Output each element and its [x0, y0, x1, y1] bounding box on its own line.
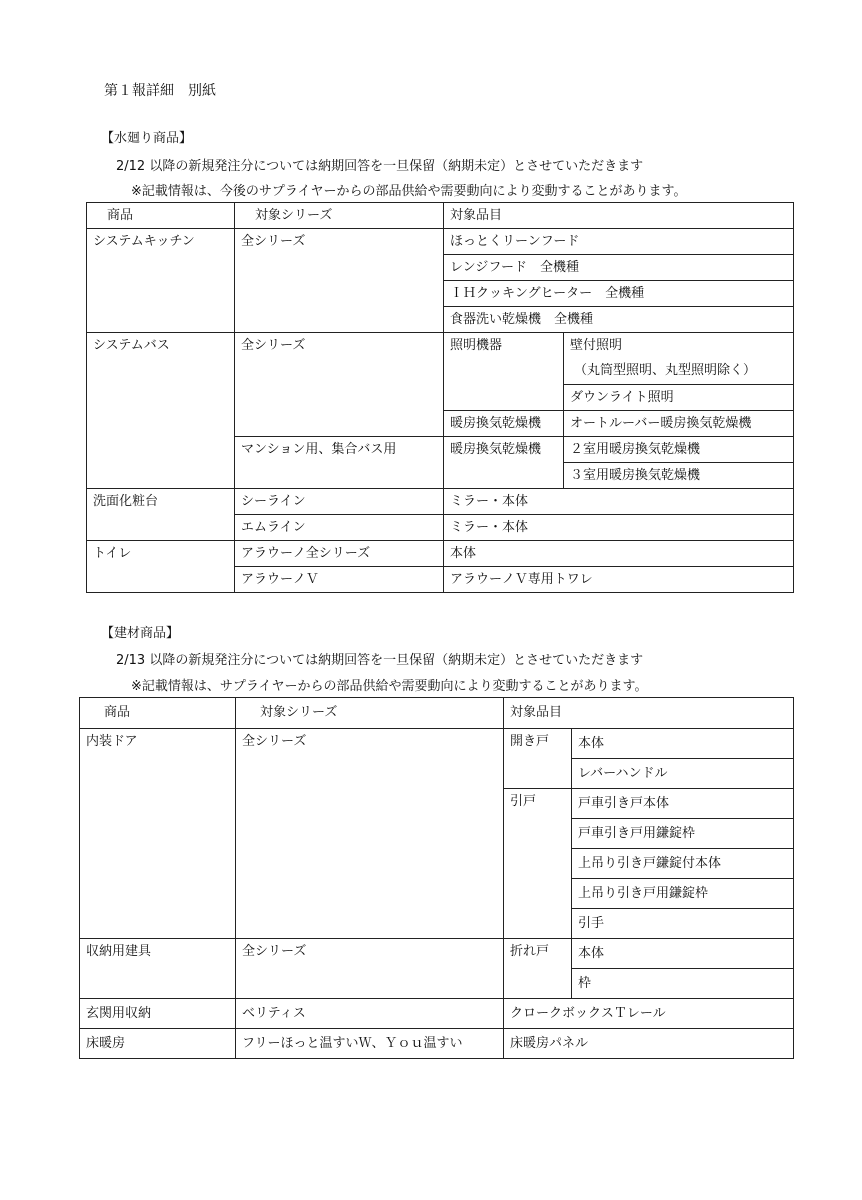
- item-cell: 戸車引き戸用鎌錠枠: [572, 819, 794, 849]
- series-cell: アラウーノ全シリーズ: [235, 541, 444, 567]
- item-cell: ほっとくリーンフード: [444, 229, 794, 255]
- item-cell: 食器洗い乾燥機 全機種: [444, 307, 794, 333]
- section-note-2: ※記載情報は、今後のサプライヤーからの部品供給や需要動向により変動することがあります。: [131, 184, 687, 199]
- series-cell: 全シリーズ: [235, 229, 444, 333]
- series-cell: フリーほっと温すいＷ、Ｙｏｕ温すい: [236, 1029, 504, 1059]
- item-cell: レンジフード 全機種: [444, 255, 794, 281]
- category-cell: 暖房換気乾燥機: [444, 437, 564, 489]
- series-cell: アラウーノＶ: [235, 567, 444, 593]
- item-note-cell: （丸筒型照明、丸型照明除く）: [564, 359, 794, 385]
- category-cell: 引戸: [504, 789, 572, 939]
- item-cell: 床暖房パネル: [504, 1029, 794, 1059]
- series-cell: 全シリーズ: [236, 729, 504, 939]
- section-note-2: ※記載情報は、サプライヤーからの部品供給や需要動向により変動することがあります。: [131, 679, 648, 694]
- item-cell: 戸車引き戸本体: [572, 789, 794, 819]
- series-cell: ベリティス: [236, 999, 504, 1029]
- header-items: 対象品目: [444, 203, 794, 229]
- category-cell: 折れ戸: [504, 939, 572, 999]
- item-cell: クロークボックスＴレール: [504, 999, 794, 1029]
- item-cell: 引手: [572, 909, 794, 939]
- header-items: 対象品目: [504, 698, 794, 729]
- section-note-1: 2/13 以降の新規発注分については納期回答を一旦保留（納期未定）とさせていただきます: [116, 653, 644, 668]
- header-product: 商品: [87, 203, 235, 229]
- product-cell: システムキッチン: [87, 229, 235, 333]
- document-title: 第１報詳細 別紙: [104, 83, 216, 99]
- product-cell: トイレ: [87, 541, 235, 593]
- product-cell: 内装ドア: [80, 729, 236, 939]
- item-cell: ２室用暖房換気乾燥機: [564, 437, 794, 463]
- product-cell: 収納用建具: [80, 939, 236, 999]
- water-products-table: [86, 202, 794, 593]
- header-series: 対象シリーズ: [236, 698, 504, 729]
- category-cell: 開き戸: [504, 729, 572, 789]
- product-cell: 床暖房: [80, 1029, 236, 1059]
- item-cell: ＩＨクッキングヒーター 全機種: [444, 281, 794, 307]
- header-series: 対象シリーズ: [235, 203, 444, 229]
- series-cell: シーライン: [235, 489, 444, 515]
- item-cell: ３室用暖房換気乾燥機: [564, 463, 794, 489]
- item-cell: 壁付照明: [564, 333, 794, 359]
- section-note-1: 2/12 以降の新規発注分については納期回答を一旦保留（納期未定）とさせていただきます: [116, 159, 644, 174]
- series-cell: マンション用、集合バス用: [235, 437, 444, 489]
- header-product: 商品: [80, 698, 236, 729]
- series-cell: 全シリーズ: [236, 939, 504, 999]
- item-cell: アラウーノＶ専用トワレ: [444, 567, 794, 593]
- item-cell: 上吊り引き戸鎌錠付本体: [572, 849, 794, 879]
- category-cell: 照明機器: [444, 333, 564, 411]
- section-heading-building: 【建材商品】: [101, 626, 180, 641]
- category-cell: 暖房換気乾燥機: [444, 411, 564, 437]
- item-cell: ダウンライト照明: [564, 385, 794, 411]
- item-cell: 上吊り引き戸用鎌錠枠: [572, 879, 794, 909]
- product-cell: 玄関用収納: [80, 999, 236, 1029]
- item-cell: ミラー・本体: [444, 515, 794, 541]
- item-cell: オートルーバー暖房換気乾燥機: [564, 411, 794, 437]
- series-cell: エムライン: [235, 515, 444, 541]
- item-cell: 本体: [444, 541, 794, 567]
- product-cell: システムバス: [87, 333, 235, 489]
- item-cell: 枠: [572, 969, 794, 999]
- item-cell: 本体: [572, 939, 794, 969]
- item-cell: レバーハンドル: [572, 759, 794, 789]
- building-products-table: [79, 697, 794, 1059]
- series-cell: 全シリーズ: [235, 333, 444, 437]
- item-cell: ミラー・本体: [444, 489, 794, 515]
- item-cell: 本体: [572, 729, 794, 759]
- section-heading-water: 【水廻り商品】: [101, 131, 193, 146]
- product-cell: 洗面化粧台: [87, 489, 235, 541]
